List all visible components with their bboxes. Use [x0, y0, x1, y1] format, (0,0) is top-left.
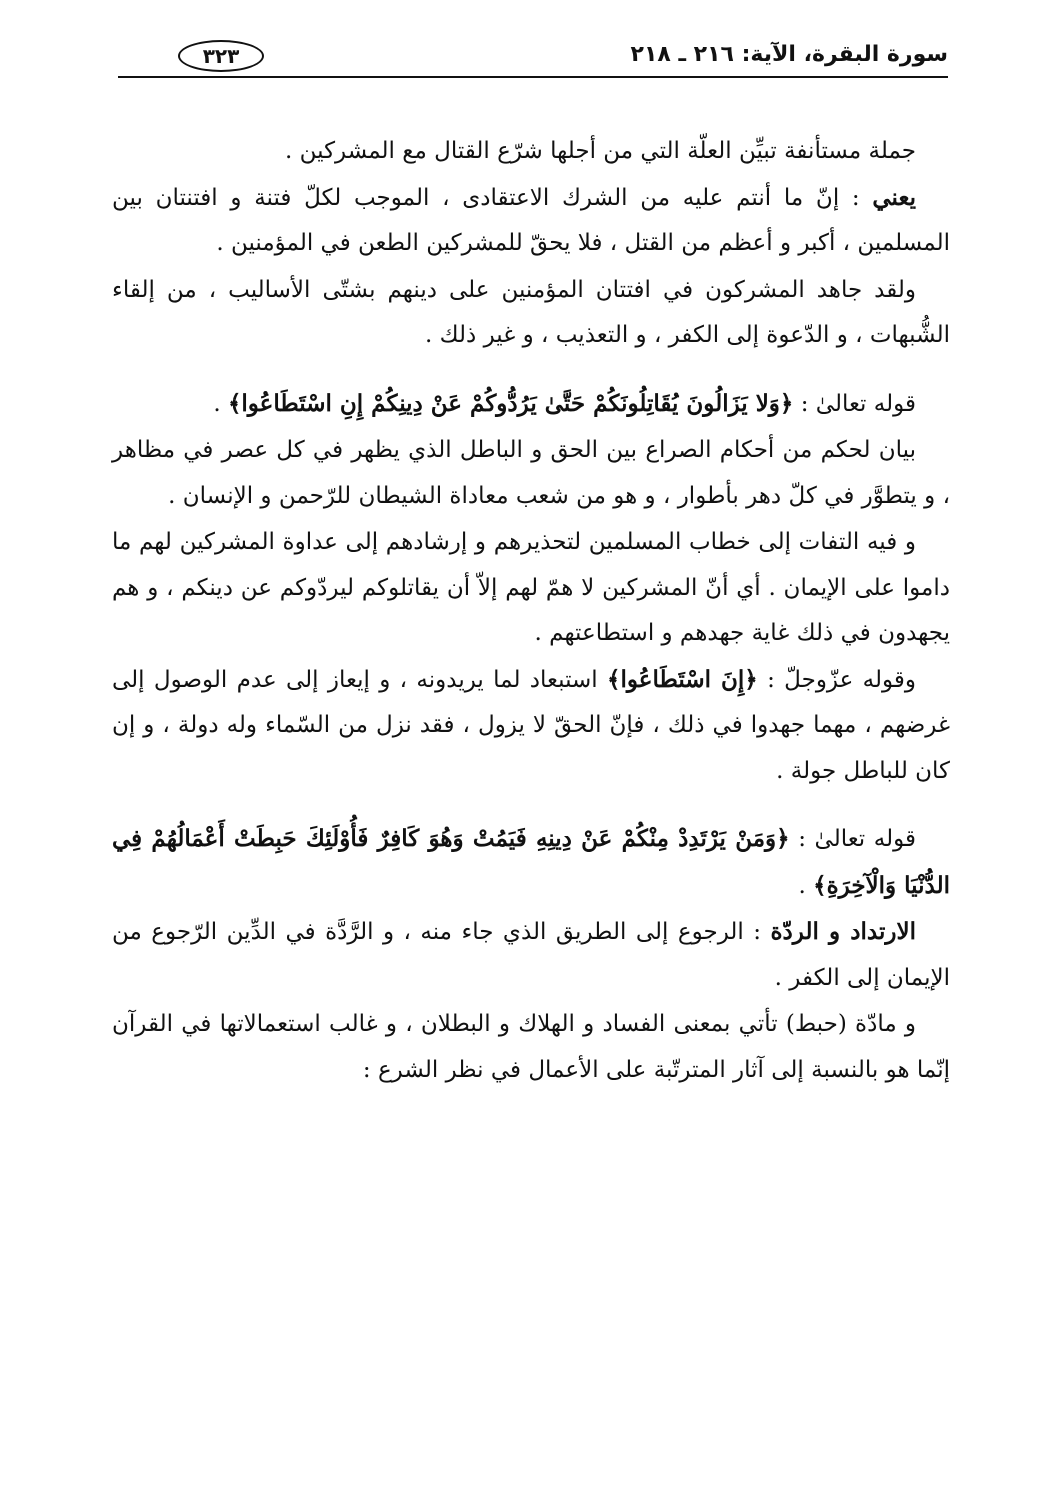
lead-term: يعني [872, 183, 916, 211]
paragraph-6: و فيه التفات إلى خطاب المسلمين لتحذيرهم و إرشادهم إلى عداوة المشركين لهم ما داموا على الإيمان . أي أنّ المشركين لا همّ لهم إلاّ أن يقاتلوكم ليردّوكم عن دينكم ، و هم يجهدون في ذلك غاية جهدهم و استطاعتهم . [112, 529, 950, 646]
paragraph-7: وقوله عزّوجلّ : ﴿إِنَ اسْتَطَاعُوا﴾ استبعاد لما يريدونه ، و إيعاز إلى عدم الوصول إلى غرضهم ، مهما جهدوا في ذلك ، فإنّ الحقّ لا يزول ، فقد نزل من السّماء وله دولة ، و إن كان للباطل جولة . [112, 665, 950, 784]
quran-verse: ﴿وَلا يَزَالُونَ يُقَاتِلُونَكُمْ حَتَّىٰ يَرُدُّوكُمْ عَنْ دِينِكُمْ إِنِ اسْتَطَاعُوا﴾ [227, 389, 794, 417]
page-number-badge [178, 40, 264, 72]
paragraph-2: يعني : إنّ ما أنتم عليه من الشرك الاعتقادى ، الموجب لكلّ فتنة و افتنتان بين المسلمين ، أكبر و أعظم من القتل ، فلا يحقّ للمشركين الطعن في المؤمنين . [112, 183, 950, 256]
paragraph-9: الارتداد و الردّة : الرجوع إلى الطريق الذي جاء منه ، و الرَّدَّة في الدِّين الرّجوع من الإيمان إلى الكفر . [112, 918, 950, 991]
quran-verse: ﴿وَمَنْ يَرْتَدِدْ مِنْكُمْ عَنْ دِينِهِ فَيَمُتْ وَهُوَ كَافِرٌ فَأُوْلَئِكَ حَبِطَتْ أَعْمَالُهُمْ فِي الدُّنْيَا وَالْآخِرَةِ﴾ [112, 825, 950, 899]
paragraph-10: و مادّة (حبط) تأتي بمعنى الفساد و الهلاك و البطلان ، و غالب استعمالاتها في القرآن إنّما هو بالنسبة إلى آثار المترتّبة على الأعمال في نظر الشرع : [112, 1011, 950, 1083]
page-header [118, 40, 948, 78]
header-rule [118, 76, 948, 78]
running-head: سورة البقرة، الآية: ٢١٦ ـ ٢١٨ [630, 42, 948, 67]
lead-term: الارتداد و الردّة [770, 918, 916, 945]
paragraph-3: ولقد جاهد المشركون في افتتان المؤمنين على دينهم بشتّى الأساليب ، من إلقاء الشُّبهات ، و الدّعوة إلى الكفر ، و التعذيب ، و غير ذلك . [112, 276, 950, 348]
page-number: ٣٢٣ [202, 44, 240, 68]
verse-heading-2: قوله تعالىٰ : ﴿وَمَنْ يَرْتَدِدْ مِنْكُمْ عَنْ دِينِهِ فَيَمُتْ وَهُوَ كَافِرٌ فَأُوْلَئِكَ حَبِطَتْ أَعْمَالُهُمْ فِي الدُّنْيَا وَالْآخِرَةِ﴾ . [112, 825, 950, 899]
paragraph-5: بيان لحكم من أحكام الصراع بين الحق و الباطل الذي يظهر في كل عصر في مظاهر ، و يتطوَّر في كلّ دهر بأطوار ، و هو من شعب معاداة الشيطان للرّحمن و الإنسان . [112, 437, 950, 509]
verse-heading-1: قوله تعالىٰ : ﴿وَلا يَزَالُونَ يُقَاتِلُونَكُمْ حَتَّىٰ يَرُدُّوكُمْ عَنْ دِينِكُمْ إِنِ اسْتَطَاعُوا﴾ . [213, 389, 916, 417]
paragraph-1: جملة مستأنفة تبيِّن العلّة التي من أجلها شرّع القتال مع المشركين . [285, 138, 916, 164]
quran-verse: ﴿إِنَ اسْتَطَاعُوا﴾ [607, 665, 758, 693]
verse-intro: قوله تعالىٰ : [789, 826, 916, 852]
page-body [112, 128, 950, 1093]
verse-intro: وقوله عزّوجلّ : [757, 666, 916, 693]
verse-intro: قوله تعالىٰ : [793, 390, 916, 417]
